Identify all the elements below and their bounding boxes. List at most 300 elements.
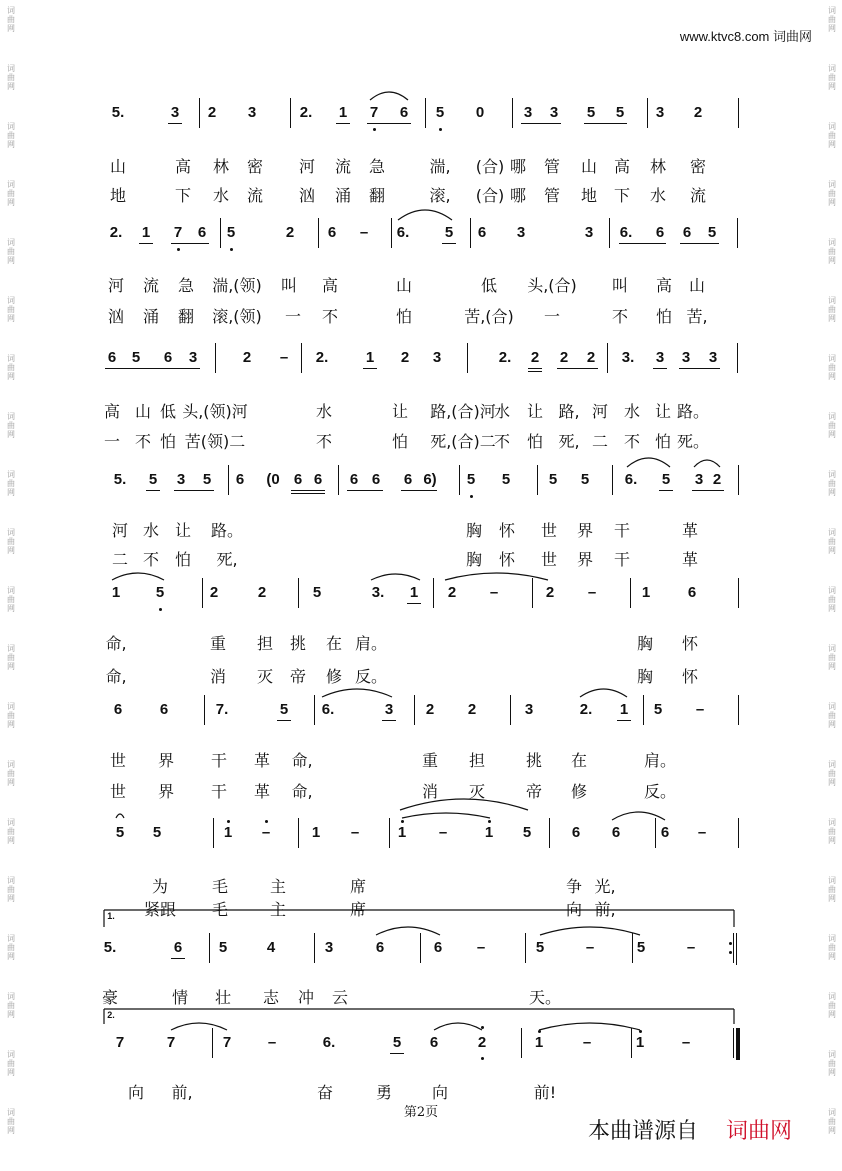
jianpu-note: 3 <box>188 349 198 366</box>
lyric-verse1: 路。 <box>210 521 244 540</box>
lyric-verse2: 灭 <box>468 782 486 801</box>
octave-dot <box>227 820 230 823</box>
octave-dot <box>729 942 732 945</box>
watermark-mark: 词 曲 网 <box>828 818 836 845</box>
lyric-verse1: 头,(领)河 <box>182 402 248 421</box>
underline <box>401 490 437 491</box>
jianpu-note: 5 <box>218 939 228 956</box>
jianpu-note: 7 <box>173 224 183 241</box>
jianpu-note: 1 <box>635 1034 645 1051</box>
jianpu-note: 2 <box>586 349 596 366</box>
jianpu-note: 1 <box>223 824 233 841</box>
lyric-verse1: (合) <box>475 157 505 176</box>
watermark-mark: 词 曲 网 <box>7 992 15 1019</box>
lyric-verse2: 二 <box>591 432 609 451</box>
watermark-mark: 词 曲 网 <box>828 1108 836 1135</box>
octave-dot <box>729 951 732 954</box>
lyric-verse1: 山 <box>109 157 127 176</box>
jianpu-note: 6 <box>293 471 303 488</box>
jianpu-note: 2 <box>467 701 477 718</box>
lyric-verse2: 哪 <box>509 186 527 205</box>
lyric-verse1: 席 <box>349 877 367 896</box>
lyric-verse2: 紧跟 <box>143 900 177 919</box>
lyric-verse1: 担 <box>468 751 486 770</box>
barline <box>510 695 511 725</box>
lyric-verse1: 重 <box>421 751 439 770</box>
lyric-verse1: 路,(合)河 <box>430 402 496 421</box>
lyric-verse1: 河 <box>591 402 609 421</box>
jianpu-note: 6. <box>624 471 638 488</box>
lyric-verse2: 命, <box>291 782 313 801</box>
jianpu-note: 6. <box>322 1034 336 1051</box>
jianpu-note: 5 <box>661 471 671 488</box>
watermark-mark: 词 曲 网 <box>7 1050 15 1077</box>
lyric-verse1: 水 <box>142 521 160 540</box>
octave-dot <box>488 820 491 823</box>
barline <box>737 218 738 248</box>
lyric-verse2: 不 <box>315 432 333 451</box>
barline <box>647 98 648 128</box>
jianpu-note: 6 <box>399 104 409 121</box>
underline <box>653 368 667 369</box>
lyric-verse1: 流 <box>334 157 352 176</box>
lyric-verse1: 界 <box>157 751 175 770</box>
jianpu-note: 6. <box>321 701 335 718</box>
jianpu-note: 5 <box>466 471 476 488</box>
jianpu-note: 5 <box>522 824 532 841</box>
lyric-verse1: 山 <box>580 157 598 176</box>
jianpu-note: 1 <box>641 584 651 601</box>
jianpu-note: – <box>695 701 705 718</box>
underline <box>407 603 421 604</box>
lyric-verse1: 肩。 <box>354 634 388 653</box>
jianpu-note: 6) <box>423 471 437 488</box>
underline <box>105 368 200 369</box>
slur <box>171 1023 227 1030</box>
jianpu-note: 5. <box>111 104 125 121</box>
lyric-verse1: 山 <box>688 276 706 295</box>
jianpu-note: 2. <box>579 701 593 718</box>
lyric-verse2: 修 <box>570 782 588 801</box>
barline <box>733 1028 734 1058</box>
watermark-mark: 词 曲 网 <box>828 296 836 323</box>
barline <box>609 218 610 248</box>
jianpu-note: 6 <box>159 701 169 718</box>
watermark-mark: 词 曲 网 <box>7 1108 15 1135</box>
underline <box>336 123 350 124</box>
watermark-mark: 词 曲 网 <box>828 122 836 149</box>
jianpu-note: – <box>261 824 271 841</box>
jianpu-note: 3 <box>523 104 533 121</box>
jianpu-note: 5 <box>535 939 545 956</box>
lyric-verse1: 路, <box>558 402 580 421</box>
lyric-verse2: 汹 <box>298 186 316 205</box>
jianpu-note: 2 <box>559 349 569 366</box>
octave-dot <box>230 248 233 251</box>
barline <box>630 578 631 608</box>
jianpu-note: 2 <box>693 104 703 121</box>
barline <box>290 98 291 128</box>
jianpu-note: – <box>697 824 707 841</box>
lyric-verse2: 世 <box>540 550 558 569</box>
jianpu-note: 2 <box>257 584 267 601</box>
lyric-verse2: 怕 <box>655 307 673 326</box>
jianpu-note: – <box>476 939 486 956</box>
underline <box>363 368 377 369</box>
jianpu-note: 6. <box>396 224 410 241</box>
lyric-verse1: 密 <box>689 157 707 176</box>
jianpu-note: 5 <box>115 824 125 841</box>
jianpu-note: 5 <box>636 939 646 956</box>
source-site-link[interactable]: 词曲网 <box>726 1119 793 1144</box>
barline <box>738 578 739 608</box>
lyric-verse2: 向 <box>565 900 583 919</box>
watermark-mark: 词 曲 网 <box>7 354 15 381</box>
lyric-verse2: 死,(合)二 <box>430 432 496 451</box>
jianpu-note: – <box>686 939 696 956</box>
barline <box>202 578 203 608</box>
jianpu-note: – <box>350 824 360 841</box>
jianpu-note: 2 <box>712 471 722 488</box>
slur <box>627 458 670 467</box>
lyric-verse1: 水 <box>315 402 333 421</box>
watermark-mark: 词 曲 网 <box>828 992 836 1019</box>
jianpu-note: 3. <box>371 584 385 601</box>
barline <box>420 933 421 963</box>
jianpu-note: 0 <box>475 104 485 121</box>
lyric-verse1: 急 <box>177 276 195 295</box>
jianpu-note: 2 <box>209 584 219 601</box>
jianpu-note: 7 <box>222 1034 232 1051</box>
lyric-verse2: 苦,(合) <box>464 307 514 326</box>
barline <box>549 818 550 848</box>
barline <box>215 343 216 373</box>
jianpu-note: 2 <box>425 701 435 718</box>
lyric-verse1: 林 <box>649 157 667 176</box>
underline <box>528 371 542 372</box>
lyric-verse1: 山 <box>395 276 413 295</box>
watermark-mark: 词 曲 网 <box>7 702 15 729</box>
lyric-verse1: 怀 <box>498 521 516 540</box>
barline <box>512 98 513 128</box>
lyric-verse1: 奋 <box>316 1083 334 1102</box>
watermark-mark: 词 曲 网 <box>7 180 15 207</box>
jianpu-note: 5 <box>580 471 590 488</box>
lyric-verse2: 汹 <box>107 307 125 326</box>
lyric-verse1: 担 <box>256 634 274 653</box>
underline <box>367 123 411 124</box>
lyric-verse1: 河 <box>107 276 125 295</box>
underline <box>390 1053 404 1054</box>
jianpu-note: 2 <box>242 349 252 366</box>
slur <box>398 210 452 220</box>
barline <box>643 695 644 725</box>
lyric-verse2: 一 <box>103 432 121 451</box>
barline <box>433 578 434 608</box>
jianpu-note: 2. <box>498 349 512 366</box>
lyric-verse1: 勇 <box>375 1083 393 1102</box>
lyric-verse1: 在 <box>570 751 588 770</box>
lyric-verse1: 管 <box>543 157 561 176</box>
slur <box>376 927 440 935</box>
barline <box>532 578 533 608</box>
jianpu-note: 5 <box>707 224 717 241</box>
jianpu-note: 5 <box>279 701 289 718</box>
lyric-verse2: 水 <box>649 186 667 205</box>
underline <box>680 243 719 244</box>
lyric-verse2: 死。 <box>676 432 710 451</box>
jianpu-note: 3 <box>384 701 394 718</box>
lyric-verse2: 怀 <box>498 550 516 569</box>
watermark-mark: 词 曲 网 <box>7 818 15 845</box>
lyric-verse2: 二 <box>111 550 129 569</box>
jianpu-note: 3 <box>524 701 534 718</box>
underline <box>291 490 325 491</box>
lyric-verse1: 为 <box>151 877 169 896</box>
lyric-verse2: 胸 <box>636 667 654 686</box>
barline <box>521 1028 522 1058</box>
jianpu-note: – <box>267 1034 277 1051</box>
lyric-verse1: 情 <box>171 988 189 1007</box>
slur <box>400 799 528 810</box>
lyric-verse1: 干 <box>613 521 631 540</box>
slur <box>539 1023 640 1030</box>
lyric-verse1: 河 <box>298 157 316 176</box>
lyric-verse1: 界 <box>576 521 594 540</box>
slur <box>371 574 420 580</box>
jianpu-note: 6 <box>571 824 581 841</box>
lyric-verse2: 怕 <box>174 550 192 569</box>
lyric-verse1: 高 <box>655 276 673 295</box>
jianpu-note: 6. <box>619 224 633 241</box>
jianpu-note: 6 <box>349 471 359 488</box>
jianpu-note: (0 <box>266 471 280 488</box>
jianpu-note: 1 <box>141 224 151 241</box>
lyric-verse1: 重 <box>209 634 227 653</box>
watermark-mark: 词 曲 网 <box>828 412 836 439</box>
lyric-verse1: 云 <box>331 988 349 1007</box>
lyric-verse1: 胸 <box>636 634 654 653</box>
lyric-verse2: 下 <box>174 186 192 205</box>
barline <box>632 933 633 963</box>
lyric-verse1: 革 <box>681 521 699 540</box>
lyric-verse1: 挑 <box>525 751 543 770</box>
lyric-verse2: 一 <box>284 307 302 326</box>
barline <box>318 218 319 248</box>
jianpu-note: 1 <box>484 824 494 841</box>
jianpu-note: 6 <box>113 701 123 718</box>
octave-dot <box>265 820 268 823</box>
lyric-verse1: 冲 <box>297 988 315 1007</box>
lyric-verse2: 滚, <box>429 186 451 205</box>
barline <box>738 98 739 128</box>
jianpu-note: 6 <box>197 224 207 241</box>
watermark-mark: 词 曲 网 <box>828 760 836 787</box>
jianpu-note: 7 <box>166 1034 176 1051</box>
lyric-verse2: 死, <box>558 432 580 451</box>
jianpu-note: 3. <box>621 349 635 366</box>
barline <box>736 933 737 965</box>
octave-dot <box>470 495 473 498</box>
lyric-verse1: 怀 <box>681 634 699 653</box>
barline <box>738 695 739 725</box>
lyric-verse1: 天。 <box>528 988 562 1007</box>
volta-number: 1. <box>107 911 115 921</box>
lyric-verse1: 水 <box>623 402 641 421</box>
jianpu-note: 3 <box>549 104 559 121</box>
lyric-verse1: 肩。 <box>643 751 677 770</box>
watermark-mark: 词 曲 网 <box>828 586 836 613</box>
watermark-mark: 词 曲 网 <box>828 1050 836 1077</box>
lyric-verse1: 豪 <box>101 988 119 1007</box>
jianpu-note: 3 <box>584 224 594 241</box>
watermark-mark: 词 曲 网 <box>7 412 15 439</box>
slur <box>580 689 627 697</box>
octave-dot <box>439 128 442 131</box>
jianpu-note: 2 <box>207 104 217 121</box>
lyric-verse1: 头,(合) <box>527 276 577 295</box>
underline <box>692 490 724 491</box>
watermark-mark: 词 曲 网 <box>828 354 836 381</box>
jianpu-note: 5 <box>586 104 596 121</box>
jianpu-note: – <box>359 224 369 241</box>
lyric-verse2: 革 <box>681 550 699 569</box>
lyric-verse2: 不 <box>321 307 339 326</box>
jianpu-note: 3 <box>432 349 442 366</box>
lyric-verse2: 帝 <box>289 667 307 686</box>
barline <box>470 218 471 248</box>
page-number: 第2页 <box>403 1105 439 1120</box>
jianpu-note: 5 <box>653 701 663 718</box>
lyric-verse1: 争 <box>565 877 583 896</box>
lyric-verse2: 怕 <box>654 432 672 451</box>
slur <box>694 460 720 467</box>
lyric-verse1: 林 <box>212 157 230 176</box>
underline <box>291 493 325 494</box>
jianpu-note: 1 <box>365 349 375 366</box>
watermark-mark: 词 曲 网 <box>7 876 15 903</box>
lyric-verse2: 怕 <box>395 307 413 326</box>
final-barline <box>737 1028 740 1060</box>
watermark-mark: 词 曲 网 <box>7 644 15 671</box>
underline <box>584 123 627 124</box>
barline <box>212 1028 213 1058</box>
jianpu-note: 1 <box>397 824 407 841</box>
lyric-verse2: 不 <box>142 550 160 569</box>
lyric-verse2: 涌 <box>334 186 352 205</box>
watermark-mark: 词 曲 网 <box>828 702 836 729</box>
jianpu-note: 7. <box>215 701 229 718</box>
lyric-verse2: 干 <box>210 782 228 801</box>
jianpu-note: 5. <box>113 471 127 488</box>
watermark-mark: 词 曲 网 <box>7 528 15 555</box>
barline <box>301 343 302 373</box>
lyric-verse1: 让 <box>174 521 192 540</box>
barline <box>738 465 739 495</box>
underline <box>557 368 598 369</box>
source-prefix: 本曲谱源自 <box>588 1119 699 1144</box>
lyric-verse2: 反。 <box>354 667 388 686</box>
lyric-verse1: 哪 <box>509 157 527 176</box>
watermark-mark: 词 曲 网 <box>7 6 15 33</box>
watermark-mark: 词 曲 网 <box>7 122 15 149</box>
lyric-verse2: 消 <box>209 667 227 686</box>
octave-dot <box>538 1030 541 1033</box>
barline <box>220 218 221 248</box>
slur <box>116 814 124 818</box>
lyric-verse2: 管 <box>543 186 561 205</box>
underline <box>521 123 561 124</box>
watermark-mark: 词 曲 网 <box>828 470 836 497</box>
underline <box>617 720 631 721</box>
jianpu-note: 7 <box>369 104 379 121</box>
jianpu-note: 3 <box>681 349 691 366</box>
barline <box>737 343 738 373</box>
lyric-verse2: 翻 <box>368 186 386 205</box>
watermark-mark: 词 曲 网 <box>7 64 15 91</box>
jianpu-note: 5 <box>131 349 141 366</box>
jianpu-note: 3 <box>170 104 180 121</box>
lyric-verse1: 在 <box>325 634 343 653</box>
jianpu-note: 3 <box>324 939 334 956</box>
jianpu-note: 5 <box>152 824 162 841</box>
lyric-verse2: 不 <box>611 307 629 326</box>
lyric-verse1: 向 <box>127 1083 145 1102</box>
lyric-verse2: 前, <box>594 900 616 919</box>
barline <box>298 818 299 848</box>
underline <box>528 368 542 369</box>
barline <box>338 465 339 495</box>
jianpu-note: 5. <box>103 939 117 956</box>
lyric-verse2: 帝 <box>525 782 543 801</box>
jianpu-note: 6 <box>107 349 117 366</box>
jianpu-note: 3 <box>247 104 257 121</box>
lyric-verse1: 急 <box>368 157 386 176</box>
jianpu-note: 1 <box>534 1034 544 1051</box>
lyric-verse2: (合) <box>475 186 505 205</box>
jianpu-note: 5 <box>312 584 322 601</box>
lyric-verse1: 让 <box>654 402 672 421</box>
barline <box>414 695 415 725</box>
underline <box>382 720 396 721</box>
jianpu-note: 2 <box>285 224 295 241</box>
barline <box>467 343 468 373</box>
lyric-verse2: 革 <box>253 782 271 801</box>
jianpu-note: 6 <box>403 471 413 488</box>
jianpu-note: 6 <box>235 471 245 488</box>
lyric-verse1: 革 <box>253 751 271 770</box>
watermark-mark: 词 曲 网 <box>7 238 15 265</box>
lyric-verse2: 滚,(领) <box>212 307 262 326</box>
jianpu-note: 5 <box>501 471 511 488</box>
lyric-verse2: 怀 <box>681 667 699 686</box>
jianpu-note: 4 <box>266 939 276 956</box>
lyric-verse2: 地 <box>580 186 598 205</box>
jianpu-note: 3 <box>694 471 704 488</box>
lyric-verse1: 让 <box>391 402 409 421</box>
lyric-verse2: 命, <box>105 667 127 686</box>
lyric-verse1: 水 <box>493 402 511 421</box>
lyric-verse1: 高 <box>321 276 339 295</box>
lyric-verse1: 命, <box>291 751 313 770</box>
watermark-mark: 词 曲 网 <box>7 934 15 961</box>
lyric-verse1: 低 <box>480 276 498 295</box>
barline <box>425 98 426 128</box>
lyric-verse2: 一 <box>543 307 561 326</box>
underline <box>442 243 456 244</box>
octave-dot <box>177 248 180 251</box>
lyric-verse2: 不 <box>134 432 152 451</box>
